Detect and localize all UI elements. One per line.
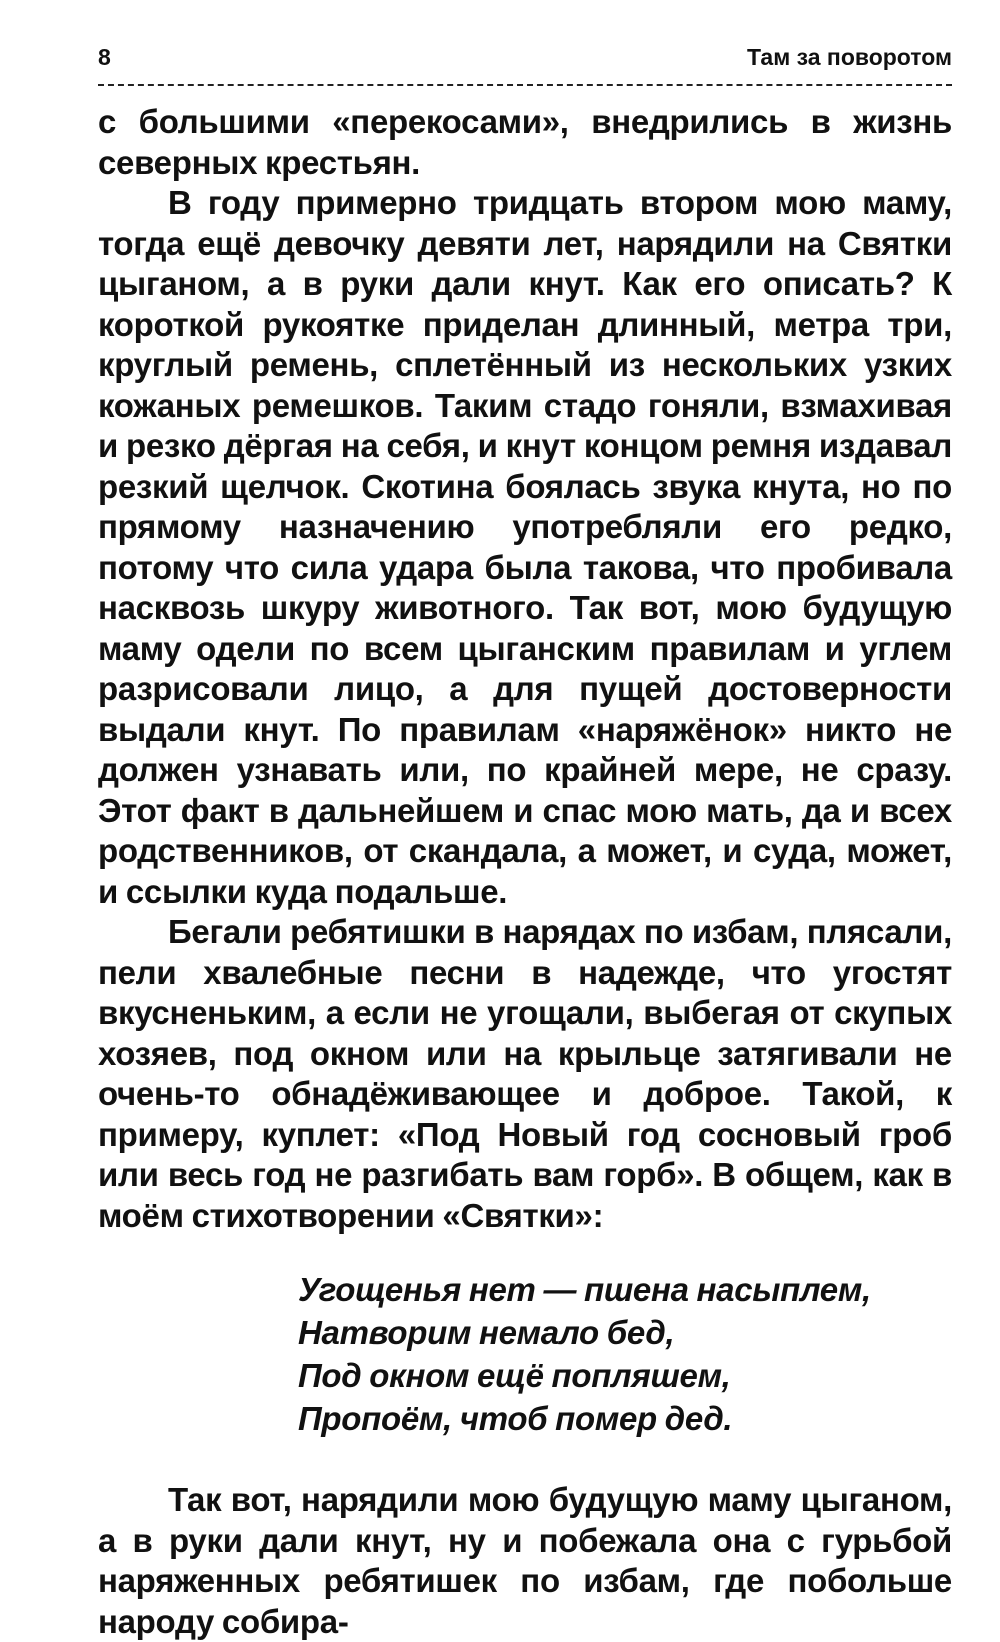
poem-line: Натворим немало бед, <box>298 1314 675 1351</box>
header-divider <box>98 84 952 86</box>
page-number: 8 <box>98 44 111 70</box>
paragraph-continuation: с большими «перекосами», внедрились в жизнь северных крестьян. <box>98 103 952 181</box>
poem-line: Пропоём, чтоб помер дед. <box>298 1400 733 1437</box>
poem-line: Под окном ещё попляшем, <box>298 1357 731 1394</box>
paragraph-carolers: Бегали ребятишки в нарядах по избам, плясали, пели хвалебные песни в надежде, что угостят вкусненьким, а если не угощали, выбегая от скупых хозяев, под окном или на крыльце затягивали не очень-то обнадёживающее и доброе. Такой, к примеру, куплет: «Под Новый год сосновый гроб или весь год не разгибать вам горб». В общем, как в моём стихотворении «Святки»: <box>98 913 952 1234</box>
book-page <box>98 40 952 1642</box>
poem-line: Угощенья нет — пшена насыплем, <box>298 1271 871 1308</box>
running-head <box>98 40 952 74</box>
running-title: Там за поворотом <box>746 44 952 70</box>
paragraph-whip: В году примерно тридцать втором мою маму, тогда ещё девочку девяти лет, нарядили на Святки цыганом, а в руки дали кнут. Как его описать? К короткой рукоятке приделан длинный, метра три, круглый ремень, сплетённый из нескольких узких кожаных ремешков. Таким стадо гоняли, взмахивая и резко дёргая на себя, и кнут концом ремня издавал резкий щелчок. Скотина боялась звука кнута, но по прямому назначению употребляли его редко, потому что сила удара была такова, что пробивала насквозь шкуру животного. Так вот, мою будущую маму одели по всем цыганским правилам и углем разрисовали лицо, а для пущей достоверности выдали кнут. По правилам «наряжёнок» никто не должен узнавать или, по крайней мере, не сразу. Этот факт в дальнейшем и спас мою мать, да и всех родственников, от скандала, а может, и суда, может, и ссылки куда подальше. <box>98 184 952 910</box>
body-text <box>98 102 952 1642</box>
paragraph-closing: Так вот, нарядили мою будущую маму цыганом, а в руки дали кнут, ну и побежала она с гурьбой наряженных ребятишек по избам, где побольше народу собира- <box>98 1481 952 1640</box>
poem-svyatki <box>298 1268 952 1440</box>
